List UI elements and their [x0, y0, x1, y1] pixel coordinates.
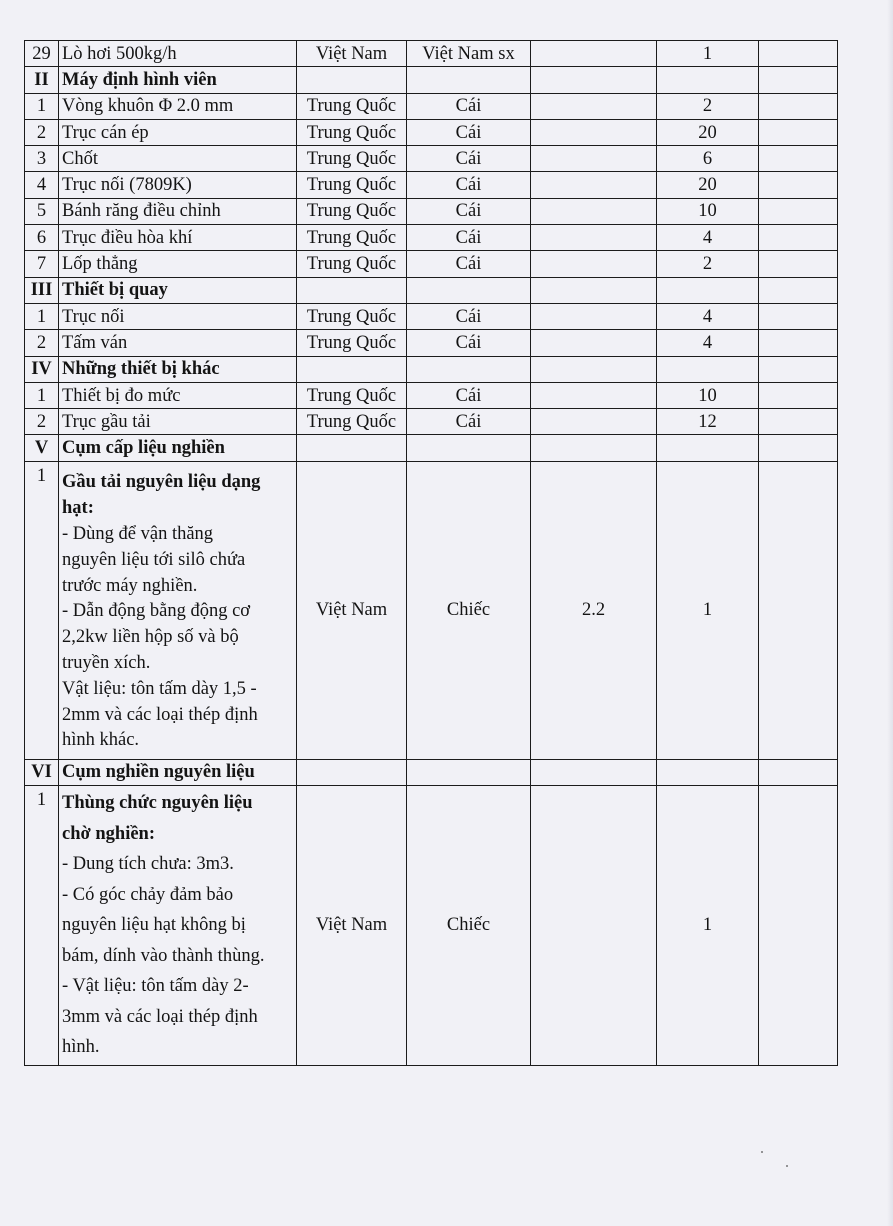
item-power — [531, 786, 657, 1066]
item-origin — [297, 67, 407, 93]
table-row — [25, 172, 838, 198]
item-quantity: 4 — [657, 225, 759, 251]
row-stt: 4 — [25, 172, 59, 198]
table-row — [25, 41, 838, 67]
item-unit: Cái — [407, 303, 531, 329]
item-note — [759, 461, 838, 759]
item-origin: Trung Quốc — [297, 146, 407, 172]
item-power: 2.2 — [531, 461, 657, 759]
item-detail-line: nguyên liệu hạt không bị — [62, 915, 246, 936]
table-row — [25, 93, 838, 119]
equipment-table — [24, 40, 838, 1066]
item-detail-line: - Dùng để vận thăng — [62, 523, 214, 544]
item-name: Lò hơi 500kg/h — [59, 41, 297, 67]
item-origin: Trung Quốc — [297, 303, 407, 329]
item-description — [59, 461, 297, 759]
row-stt: 1 — [25, 786, 59, 1066]
section-row — [25, 277, 838, 303]
section-row — [25, 356, 838, 382]
table-row — [25, 146, 838, 172]
item-name: Lốp thẳng — [59, 251, 297, 277]
item-power — [531, 225, 657, 251]
item-note — [759, 198, 838, 224]
section-title: Những thiết bị khác — [59, 356, 297, 382]
table-row — [25, 409, 838, 435]
item-origin: Trung Quốc — [297, 172, 407, 198]
table-row-gau-tai — [25, 461, 838, 759]
item-quantity: 12 — [657, 409, 759, 435]
item-power — [531, 119, 657, 145]
scan-speck — [786, 1165, 788, 1167]
item-detail-line: 2mm và các loại thép định — [62, 704, 258, 725]
section-title: Cụm nghiền nguyên liệu — [59, 759, 297, 785]
item-note — [759, 41, 838, 67]
item-quantity: 2 — [657, 251, 759, 277]
section-row — [25, 67, 838, 93]
item-unit: Cái — [407, 172, 531, 198]
item-detail-line: - Vật liệu: tôn tấm dày 2- — [62, 976, 249, 997]
item-title-line: chờ nghiền: — [62, 823, 155, 844]
table-row — [25, 225, 838, 251]
item-origin: Trung Quốc — [297, 330, 407, 356]
row-stt: 2 — [25, 330, 59, 356]
item-detail-line: - Dẫn động bằng động cơ — [62, 601, 251, 622]
section-number: IV — [25, 356, 59, 382]
item-note — [759, 409, 838, 435]
table-body — [25, 41, 838, 1066]
item-unit: Cái — [407, 251, 531, 277]
item-detail-line: hình khác. — [62, 730, 140, 751]
item-unit: Cái — [407, 382, 531, 408]
item-unit — [407, 435, 531, 461]
item-note — [759, 277, 838, 303]
item-unit: Việt Nam sx — [407, 41, 531, 67]
item-unit: Cái — [407, 93, 531, 119]
item-unit: Chiếc — [407, 786, 531, 1066]
item-note — [759, 119, 838, 145]
item-origin: Việt Nam — [297, 41, 407, 67]
item-name: Trục nối (7809K) — [59, 172, 297, 198]
item-detail-line: - Dung tích chưa: 3m3. — [62, 854, 234, 875]
item-unit — [407, 356, 531, 382]
item-unit: Cái — [407, 409, 531, 435]
item-power — [531, 382, 657, 408]
item-name: Chốt — [59, 146, 297, 172]
item-power — [531, 251, 657, 277]
empty-cell — [531, 759, 657, 785]
item-unit: Cái — [407, 225, 531, 251]
item-note — [759, 382, 838, 408]
item-quantity: 10 — [657, 198, 759, 224]
item-quantity: 4 — [657, 330, 759, 356]
item-name: Bánh răng điều chỉnh — [59, 198, 297, 224]
item-quantity — [657, 356, 759, 382]
item-origin: Trung Quốc — [297, 251, 407, 277]
item-power — [531, 330, 657, 356]
item-detail-line: bám, dính vào thành thùng. — [62, 945, 265, 966]
item-quantity — [657, 67, 759, 93]
item-unit: Cái — [407, 198, 531, 224]
item-origin: Trung Quốc — [297, 409, 407, 435]
item-note — [759, 786, 838, 1066]
item-name: Trục điều hòa khí — [59, 225, 297, 251]
empty-cell — [407, 759, 531, 785]
item-origin: Trung Quốc — [297, 93, 407, 119]
item-name: Trục cán ép — [59, 119, 297, 145]
item-note — [759, 303, 838, 329]
item-note — [759, 172, 838, 198]
item-power — [531, 146, 657, 172]
item-detail-line: - Có góc chảy đảm bảo — [62, 884, 234, 905]
item-note — [759, 251, 838, 277]
section-title: Cụm cấp liệu nghiền — [59, 435, 297, 461]
item-quantity — [657, 435, 759, 461]
item-note — [759, 356, 838, 382]
row-stt: 3 — [25, 146, 59, 172]
item-origin: Việt Nam — [297, 461, 407, 759]
item-power — [531, 67, 657, 93]
item-detail-line: 3mm và các loại thép định — [62, 1006, 258, 1027]
item-origin — [297, 435, 407, 461]
item-power — [531, 435, 657, 461]
table-row — [25, 198, 838, 224]
item-title-line: hạt: — [62, 498, 94, 519]
item-origin: Trung Quốc — [297, 198, 407, 224]
item-quantity — [657, 277, 759, 303]
item-power — [531, 277, 657, 303]
item-note — [759, 146, 838, 172]
item-quantity: 2 — [657, 93, 759, 119]
row-stt: 1 — [25, 303, 59, 329]
item-unit: Cái — [407, 119, 531, 145]
item-origin: Trung Quốc — [297, 225, 407, 251]
item-name: Trục nối — [59, 303, 297, 329]
item-unit — [407, 67, 531, 93]
item-quantity: 20 — [657, 119, 759, 145]
item-quantity: 10 — [657, 382, 759, 408]
item-quantity: 1 — [657, 461, 759, 759]
section-number: II — [25, 67, 59, 93]
item-unit — [407, 277, 531, 303]
item-origin: Trung Quốc — [297, 119, 407, 145]
item-title-line: Gầu tải nguyên liệu dạng — [62, 472, 261, 493]
empty-cell — [657, 759, 759, 785]
item-origin: Việt Nam — [297, 786, 407, 1066]
table-row — [25, 382, 838, 408]
item-name: Trục gầu tải — [59, 409, 297, 435]
item-unit: Chiếc — [407, 461, 531, 759]
row-stt: 6 — [25, 225, 59, 251]
row-stt: 2 — [25, 409, 59, 435]
item-note — [759, 67, 838, 93]
item-unit: Cái — [407, 330, 531, 356]
item-origin — [297, 356, 407, 382]
item-quantity: 4 — [657, 303, 759, 329]
item-power — [531, 41, 657, 67]
section-number: III — [25, 277, 59, 303]
item-power — [531, 409, 657, 435]
item-detail-line: 2,2kw liền hộp số và bộ — [62, 627, 239, 648]
table-row — [25, 330, 838, 356]
section-number: V — [25, 435, 59, 461]
item-quantity: 1 — [657, 786, 759, 1066]
section-title: Thiết bị quay — [59, 277, 297, 303]
table-row — [25, 251, 838, 277]
item-unit: Cái — [407, 146, 531, 172]
item-detail-line: nguyên liệu tới silô chứa — [62, 549, 246, 570]
table-row — [25, 119, 838, 145]
item-detail-line: hình. — [62, 1037, 100, 1058]
row-stt: 1 — [25, 461, 59, 759]
item-power — [531, 198, 657, 224]
item-detail-line: truyền xích. — [62, 652, 151, 673]
item-note — [759, 225, 838, 251]
item-power — [531, 356, 657, 382]
item-title-line: Thùng chức nguyên liệu — [62, 793, 253, 814]
item-origin: Trung Quốc — [297, 382, 407, 408]
row-stt: 29 — [25, 41, 59, 67]
item-quantity: 20 — [657, 172, 759, 198]
item-detail-line: Vật liệu: tôn tấm dày 1,5 - — [62, 678, 257, 699]
item-quantity: 1 — [657, 41, 759, 67]
section-row — [25, 435, 838, 461]
item-quantity: 6 — [657, 146, 759, 172]
section-number: VI — [25, 759, 59, 785]
row-stt: 1 — [25, 382, 59, 408]
item-name: Thiết bị đo mức — [59, 382, 297, 408]
item-power — [531, 303, 657, 329]
item-note — [759, 93, 838, 119]
row-stt: 2 — [25, 119, 59, 145]
item-name: Vòng khuôn Φ 2.0 mm — [59, 93, 297, 119]
item-note — [759, 330, 838, 356]
table-row — [25, 303, 838, 329]
item-detail-line: trước máy nghiền. — [62, 575, 198, 596]
section-row — [25, 759, 838, 785]
item-origin — [297, 277, 407, 303]
row-stt: 5 — [25, 198, 59, 224]
empty-cell — [759, 759, 838, 785]
empty-cell — [297, 759, 407, 785]
item-note — [759, 435, 838, 461]
section-title: Máy định hình viên — [59, 67, 297, 93]
item-power — [531, 172, 657, 198]
table-row-thung-chua — [25, 786, 838, 1066]
page-edge — [887, 0, 893, 1226]
row-stt: 1 — [25, 93, 59, 119]
item-description — [59, 786, 297, 1066]
item-power — [531, 93, 657, 119]
scan-speck — [761, 1151, 763, 1153]
item-name: Tấm ván — [59, 330, 297, 356]
row-stt: 7 — [25, 251, 59, 277]
